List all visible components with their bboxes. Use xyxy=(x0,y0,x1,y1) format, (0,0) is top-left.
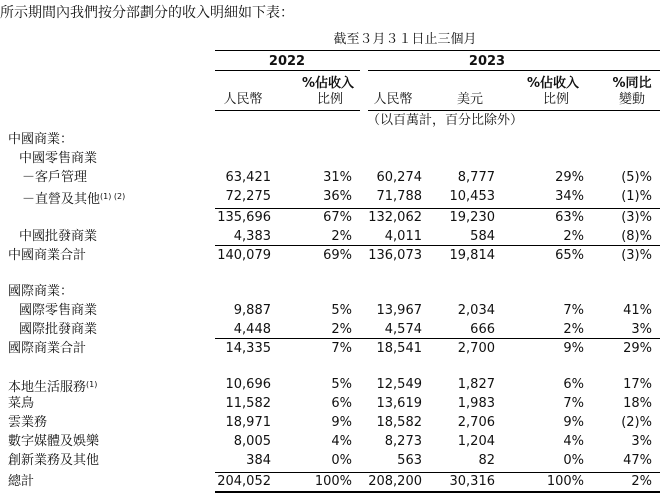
table-cell: 11,582 xyxy=(225,396,271,411)
row-label: 雲業務 xyxy=(8,415,48,430)
table-cell: 8,273 xyxy=(384,434,422,449)
table-row xyxy=(0,228,660,245)
row-label: 中國批發商業 xyxy=(19,229,98,244)
table-cell: 2% xyxy=(563,322,584,337)
table-cell: 18,541 xyxy=(376,341,422,356)
year-2023-rule xyxy=(368,70,660,71)
table-cell: 0% xyxy=(331,453,352,468)
table-cell: 10,453 xyxy=(449,189,495,204)
col-usd-2023: 美元 xyxy=(456,92,484,107)
year-2022-rule xyxy=(215,70,360,71)
row-label: －客戶管理 xyxy=(22,170,88,185)
table-cell: 4,574 xyxy=(384,322,422,337)
table-cell: 18,582 xyxy=(376,415,422,430)
table-cell: (2)% xyxy=(621,415,652,430)
table-cell: 12,549 xyxy=(376,377,422,392)
row-label: －直營及其他$^{(1) (2)}$ xyxy=(22,192,126,207)
table-cell: 384 xyxy=(246,453,271,468)
table-row xyxy=(0,433,660,450)
table-cell: 13,967 xyxy=(376,303,422,318)
table-cell: 100% xyxy=(314,474,352,489)
table-cell: 2% xyxy=(563,229,584,244)
table-cell: 65% xyxy=(555,248,584,263)
table-row xyxy=(0,131,660,148)
table-cell: 204,052 xyxy=(217,474,271,489)
table-cell: 135,696 xyxy=(217,210,271,225)
footnote-marker: (1) (2) xyxy=(100,192,126,201)
table-cell: 9,887 xyxy=(233,303,271,318)
header-bottom-rule-2 xyxy=(368,110,660,111)
header-top-rule xyxy=(215,50,660,51)
table-cell: 2,706 xyxy=(457,415,495,430)
table-cell: 82 xyxy=(478,453,495,468)
table-cell: 3% xyxy=(631,322,652,337)
table-row xyxy=(0,169,660,186)
col-yoy-line1: %同比 xyxy=(612,76,652,91)
table-cell: 208,200 xyxy=(368,474,422,489)
table-cell: 6% xyxy=(331,396,352,411)
table-cell: (8)% xyxy=(621,229,652,244)
year-2023-heading: 2023 xyxy=(468,54,506,69)
table-cell: 14,335 xyxy=(225,341,271,356)
table-cell: 9% xyxy=(331,415,352,430)
table-cell: 4% xyxy=(563,434,584,449)
header-bottom-rule-1 xyxy=(215,110,360,111)
table-cell: 2% xyxy=(631,474,652,489)
table-cell: 63,421 xyxy=(225,170,271,185)
table-cell: 31% xyxy=(323,170,352,185)
table-cell: 4,448 xyxy=(233,322,271,337)
table-cell: 8,777 xyxy=(457,170,495,185)
table-cell: 34% xyxy=(555,189,584,204)
table-cell: 563 xyxy=(397,453,422,468)
table-cell: 63% xyxy=(555,210,584,225)
table-cell: 9% xyxy=(563,415,584,430)
table-cell: 3% xyxy=(631,434,652,449)
table-cell: 136,073 xyxy=(368,248,422,263)
table-cell: 100% xyxy=(546,474,584,489)
table-cell: 4,383 xyxy=(233,229,271,244)
table-cell: 8,005 xyxy=(233,434,271,449)
row-label: 本地生活服務$^{(1)}$ xyxy=(8,380,98,395)
table-cell: 71,788 xyxy=(376,189,422,204)
table-cell: 666 xyxy=(470,322,495,337)
table-cell: 7% xyxy=(563,303,584,318)
table-row xyxy=(0,209,660,226)
row-label: 數字媒體及娛樂 xyxy=(8,434,100,449)
col-pct-2023-line1: %佔收入 xyxy=(526,76,580,91)
table-cell: 1,983 xyxy=(457,396,495,411)
subtotal-rule-china-retail xyxy=(215,208,660,209)
row-label: 國際商業合計 xyxy=(8,341,87,356)
table-cell: 1,204 xyxy=(457,434,495,449)
table-cell: 60,274 xyxy=(376,170,422,185)
unit-note: （以百萬計，百分比除外） xyxy=(366,113,524,128)
table-cell: 36% xyxy=(323,189,352,204)
table-cell: 2% xyxy=(331,322,352,337)
row-label: 中國零售商業 xyxy=(19,151,98,166)
table-cell: (5)% xyxy=(621,170,652,185)
table-cell: 19,814 xyxy=(449,248,495,263)
table-row xyxy=(0,395,660,412)
table-cell: 72,275 xyxy=(225,189,271,204)
subtotal-rule-international xyxy=(215,338,660,339)
table-row xyxy=(0,473,660,490)
period-heading: 截至３月３１日止三個月 xyxy=(333,32,477,47)
col-pct-2022-line1: %佔收入 xyxy=(301,76,355,91)
table-cell: 7% xyxy=(563,396,584,411)
footnote-marker: (1) xyxy=(86,380,98,389)
table-cell: 584 xyxy=(470,229,495,244)
table-cell: 2% xyxy=(331,229,352,244)
table-cell: 2,034 xyxy=(457,303,495,318)
table-cell: 10,696 xyxy=(225,377,271,392)
table-cell: (3)% xyxy=(621,248,652,263)
row-label: 中國商業合計 xyxy=(8,248,87,263)
table-cell: 5% xyxy=(331,377,352,392)
row-label: 國際零售商業 xyxy=(19,303,98,318)
table-row xyxy=(0,188,660,205)
table-row xyxy=(0,321,660,338)
table-cell: 47% xyxy=(623,453,652,468)
col-pct-2022-line2: 比例 xyxy=(316,92,344,107)
table-cell: 9% xyxy=(563,341,584,356)
table-cell: 41% xyxy=(623,303,652,318)
table-cell: 5% xyxy=(331,303,352,318)
table-row xyxy=(0,247,660,264)
table-cell: 67% xyxy=(323,210,352,225)
table-cell: 132,062 xyxy=(368,210,422,225)
subtotal-rule-china-commerce xyxy=(215,245,660,246)
total-rule-top xyxy=(215,472,660,473)
table-row xyxy=(0,150,660,167)
col-rmb-2023: 人民幣 xyxy=(373,92,413,107)
table-cell: 18% xyxy=(623,396,652,411)
table-cell: 7% xyxy=(331,341,352,356)
total-rule-bottom xyxy=(215,491,660,493)
table-cell: 4,011 xyxy=(384,229,422,244)
row-label: 中國商業： xyxy=(8,132,74,147)
row-label: 創新業務及其他 xyxy=(8,453,100,468)
table-cell: 140,079 xyxy=(217,248,271,263)
table-cell: 30,316 xyxy=(449,474,495,489)
table-row xyxy=(0,414,660,431)
row-label: 國際商業： xyxy=(8,284,74,299)
table-cell: 6% xyxy=(563,377,584,392)
table-row xyxy=(0,340,660,357)
table-cell: 13,619 xyxy=(376,396,422,411)
year-2022-heading: 2022 xyxy=(268,54,306,69)
intro-text: 所示期間內我們按分部劃分的收入明細如下表： xyxy=(0,5,294,21)
table-cell: 17% xyxy=(623,377,652,392)
col-yoy-line2: 變動 xyxy=(618,92,646,107)
table-cell: 0% xyxy=(563,453,584,468)
col-rmb-2022: 人民幣 xyxy=(223,92,263,107)
table-cell: 18,971 xyxy=(225,415,271,430)
table-row xyxy=(0,452,660,469)
table-cell: 29% xyxy=(623,341,652,356)
row-label: 菜鳥 xyxy=(8,396,35,411)
table-cell: 19,230 xyxy=(449,210,495,225)
table-cell: 2,700 xyxy=(457,341,495,356)
table-cell: 29% xyxy=(555,170,584,185)
table-row xyxy=(0,376,660,393)
row-label: 總計 xyxy=(8,474,35,489)
table-row xyxy=(0,302,660,319)
col-pct-2023-line2: 比例 xyxy=(542,92,570,107)
table-cell: 1,827 xyxy=(457,377,495,392)
table-cell: (1)% xyxy=(621,189,652,204)
table-cell: 4% xyxy=(331,434,352,449)
table-cell: 69% xyxy=(323,248,352,263)
table-row xyxy=(0,283,660,300)
table-cell: (3)% xyxy=(621,210,652,225)
row-label: 國際批發商業 xyxy=(19,322,98,337)
